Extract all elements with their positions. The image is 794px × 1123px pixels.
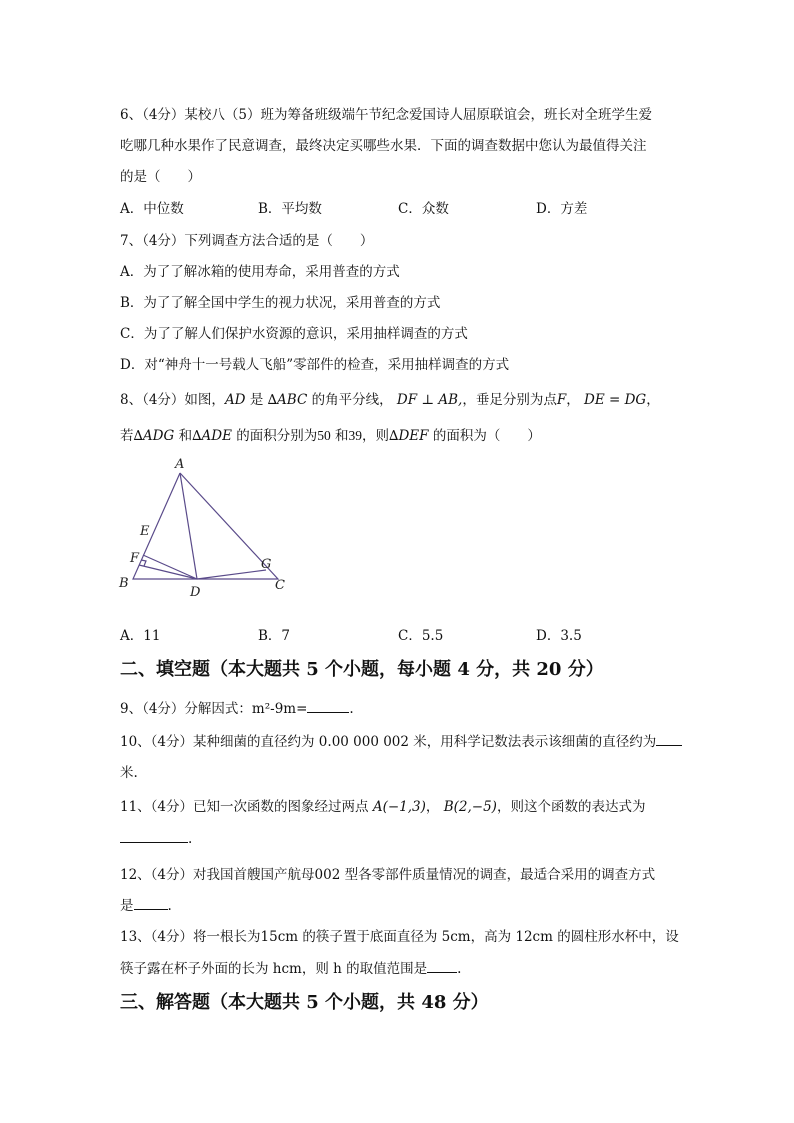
section2-title: 二、填空题（本大题共 5 个小题，每小题 4 分，共 20 分） [120,659,604,680]
q8-line1 [120,388,684,408]
q13-answer-blank[interactable] [427,960,457,973]
segment-df [139,565,197,579]
q8-math-adg: ∆ADG [133,428,175,444]
q11-text: 11、（4分）已知一次函数的图象经过两点 [120,799,369,815]
q8-math-f: F [556,392,567,408]
segment-de [143,555,197,579]
triangle-abc [133,473,278,579]
q8-math-abc: ∆ABC [267,392,308,408]
q11-text: ， [425,799,440,815]
q8-math-de-dg: DE = DG [584,392,647,408]
q7-stem: 7、（4分）下列调查方法合适的是（ ） [120,233,374,249]
q6-line1: 6、（4分）某校八（5）班为筹备班级端午节纪念爱国诗人屈原联谊会，班长对全班学生爱 [120,107,653,123]
q11-point-a: A(−1,3) [372,799,426,815]
q8-text: ， [566,392,580,408]
q8-text: ，垂足分别为点 [462,392,557,408]
q11-point-b: B(2,−5) [443,799,497,815]
q11-text: ，则这个函数的表达式为 [496,799,646,815]
q8-math-ad: AD [224,392,246,408]
q8-text: 和 [178,428,193,444]
q12-line1: 12、（4分）对我国首艘国产航母002 型各零部件质量情况的调查，最适合采用的调查方式 [120,867,656,883]
q8-option-c: C．5.5 [398,628,444,644]
label-d: D [190,585,201,600]
q12-text: 是 [120,898,134,914]
q8-math-def: ∆DEF [389,428,429,444]
q11-tail: . [188,831,193,847]
q6-option-c: C．众数 [398,201,449,217]
q6-option-b: B．平均数 [258,201,322,217]
q7-option-b: B．为了了解全国中学生的视力状况，采用普查的方式 [120,295,441,311]
q8-line2 [120,424,684,444]
q13-line2 [120,957,684,977]
q12-tail: . [167,898,172,914]
q8-text: 若 [120,428,134,444]
label-e: E [140,524,150,539]
q6-option-d: D．方差 [536,201,588,217]
q13-line1: 13、（4分）将一根长为15cm 的筷子置于底面直径为 5cm，高为 12cm 的圆柱形水杯中，设 [120,929,679,945]
q9-line [120,697,684,717]
q9-answer-blank[interactable] [307,700,349,713]
segment-dg [197,570,266,579]
q10-text: 10、（4分）某种细菌的直径约为 0.00 000 002 米，用科学记数法表示该细菌的直径约为 [120,734,657,750]
label-f: F [130,551,140,566]
q10-line2: 米. [120,765,138,781]
q11-line2 [120,830,684,847]
label-b: B [119,576,129,591]
q7-option-d: D．对“神舟十一号载人飞船”零部件的检查，采用抽样调查的方式 [120,357,510,373]
q9-tail: . [349,701,354,717]
q6-option-a: A．中位数 [120,201,184,217]
q7-option-c: C．为了了解人们保护水资源的意识，采用抽样调查的方式 [120,326,468,342]
q10-answer-blank[interactable] [656,733,682,746]
q8-text: 和 [335,428,349,444]
q8-text: 是 [249,392,264,408]
q10-line1 [120,730,684,750]
section3-title: 三、解答题（本大题共 5 个小题，共 48 分） [120,992,489,1013]
q7-option-a: A．为了了解冰箱的使用寿命，采用普查的方式 [120,264,400,280]
label-c: C [275,578,285,593]
q9-text: 9、（4分）分解因式：m²-9m= [120,701,308,717]
q12-answer-blank[interactable] [134,897,168,910]
q8-value-50: 50 [317,428,331,443]
q8-text: 8、（4分）如图， [120,392,225,408]
q13-tail: . [457,961,462,977]
q8-value-39: 39 [348,428,363,443]
q8-math-df-perp-ab: DF ⊥ AB, [396,392,463,408]
q6-line3: 的是（ ） [120,169,201,185]
q8-option-a: A．11 [120,628,161,644]
q8-text: 的角平分线， [311,392,393,408]
q8-text: 的面积为（ ） [432,428,541,444]
q8-text: 的面积分别为 [236,428,318,444]
q8-text: ，则 [362,428,390,444]
label-a: A [175,457,185,472]
q12-line2 [120,894,684,914]
label-g: G [261,557,272,572]
q8-math-ade: ∆ADE [192,428,232,444]
q8-option-d: D．3.5 [536,628,582,644]
q8-triangle-figure [115,452,295,602]
q8-text: ， [646,392,660,408]
q6-line2: 吃哪几种水果作了民意调查，最终决定买哪些水果．下面的调查数据中您认为最值得关注 [120,138,647,154]
q8-option-b: B．7 [258,628,291,644]
q11-answer-blank[interactable] [120,830,188,843]
q13-text: 筷子露在杯子外面的长为 hcm，则 h 的取值范围是 [120,961,428,977]
q11-line1 [120,795,684,815]
